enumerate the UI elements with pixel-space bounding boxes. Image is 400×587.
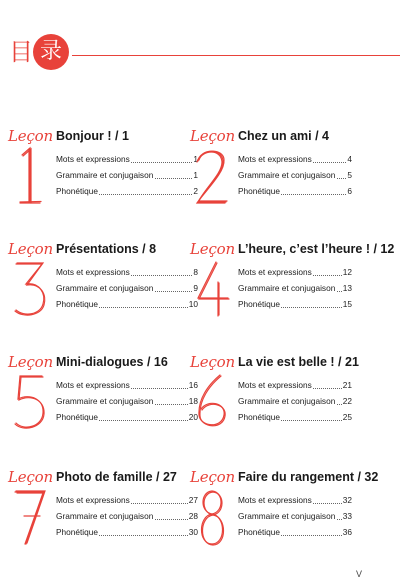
lesson-title[interactable]: Photo de famille / 27 (56, 470, 177, 484)
entry-label: Phonétique (56, 183, 99, 199)
entry-page: 36 (342, 524, 352, 540)
lesson-entries (238, 264, 352, 312)
entry-page: 28 (188, 508, 198, 524)
page-number: V (355, 569, 362, 579)
lesson-5[interactable] (8, 353, 198, 438)
lesson-6[interactable] (190, 353, 359, 438)
lesson-entries (56, 492, 198, 540)
toc-entry[interactable] (56, 393, 198, 409)
lesson-number-1-icon (10, 145, 50, 207)
entry-page: 25 (342, 409, 352, 425)
lesson-number-2-icon (192, 145, 232, 207)
lesson-1[interactable] (8, 127, 198, 212)
entry-page: 16 (188, 377, 198, 393)
toc-entry[interactable] (56, 296, 198, 312)
entry-page: 21 (342, 377, 352, 393)
lesson-title[interactable]: Chez un ami / 4 (238, 129, 329, 143)
entry-label: Grammaire et conjugaison (56, 280, 154, 296)
toc-entry[interactable] (56, 151, 198, 167)
entry-page: 1 (192, 167, 198, 183)
entry-label: Mots et expressions (56, 377, 131, 393)
toc-entry[interactable] (238, 296, 352, 312)
lesson-entries (238, 377, 352, 425)
toc-entry[interactable] (238, 264, 352, 280)
lesson-3[interactable] (8, 240, 198, 325)
lecon-label: Leçon (8, 468, 53, 486)
toc-entry[interactable] (56, 377, 198, 393)
lesson-title[interactable]: Présentations / 8 (56, 242, 157, 256)
entry-page: 32 (342, 492, 352, 508)
lesson-title[interactable]: Faire du rangement / 32 (238, 470, 379, 484)
lesson-number-8-icon (192, 486, 232, 548)
entry-label: Mots et expressions (238, 492, 313, 508)
entry-page: 13 (342, 280, 352, 296)
entry-label: Phonétique (238, 409, 281, 425)
page-title-part2: 录 (39, 39, 62, 64)
page-header (0, 32, 400, 72)
lesson-number-4-icon (192, 258, 232, 320)
toc-entry[interactable] (238, 492, 352, 508)
lesson-entries (56, 151, 198, 199)
lesson-8[interactable] (190, 468, 379, 553)
entry-label: Phonétique (238, 296, 281, 312)
entry-label: Grammaire et conjugaison (238, 508, 336, 524)
toc-entry[interactable] (56, 409, 198, 425)
lesson-title[interactable]: La vie est belle ! / 21 (238, 355, 359, 369)
page-title-part1: 目 (9, 38, 33, 66)
lesson-title[interactable]: L’heure, c’est l’heure ! / 12 (238, 242, 395, 256)
lesson-entries (238, 492, 352, 540)
lesson-entries (56, 264, 198, 312)
entry-page: 6 (346, 183, 352, 199)
toc-entry[interactable] (56, 508, 198, 524)
entry-page: 15 (342, 296, 352, 312)
entry-label: Grammaire et conjugaison (238, 167, 336, 183)
toc-entry[interactable] (238, 280, 352, 296)
entry-page: 5 (346, 167, 352, 183)
lesson-7[interactable] (8, 468, 198, 553)
lesson-number-3-icon (10, 258, 50, 320)
toc-entry[interactable] (238, 508, 352, 524)
entry-label: Mots et expressions (238, 377, 313, 393)
toc-entry[interactable] (56, 280, 198, 296)
toc-entry[interactable] (238, 393, 352, 409)
toc-entry[interactable] (238, 409, 352, 425)
toc-entry[interactable] (238, 151, 352, 167)
lesson-4[interactable] (190, 240, 395, 325)
entry-page: 10 (188, 296, 198, 312)
entry-label: Mots et expressions (238, 264, 313, 280)
lesson-number-5-icon (10, 371, 50, 433)
toc-entry[interactable] (238, 377, 352, 393)
entry-page: 18 (188, 393, 198, 409)
toc-entry[interactable] (238, 524, 352, 540)
entry-label: Phonétique (56, 296, 99, 312)
lecon-label: Leçon (8, 240, 53, 258)
entry-page: 12 (342, 264, 352, 280)
toc-entry[interactable] (238, 167, 352, 183)
toc-entry[interactable] (238, 183, 352, 199)
entry-label: Phonétique (238, 183, 281, 199)
lesson-2[interactable] (190, 127, 352, 212)
lecon-label: Leçon (8, 127, 53, 145)
entry-label: Phonétique (56, 409, 99, 425)
entry-page: 8 (192, 264, 198, 280)
entry-label: Mots et expressions (56, 492, 131, 508)
lecon-label: Leçon (190, 127, 235, 145)
lesson-title[interactable]: Mini-dialogues / 16 (56, 355, 168, 369)
entry-label: Mots et expressions (56, 264, 131, 280)
lesson-title[interactable]: Bonjour ! / 1 (56, 129, 129, 143)
entry-label: Mots et expressions (56, 151, 131, 167)
toc-entry[interactable] (56, 183, 198, 199)
toc-entry[interactable] (56, 264, 198, 280)
lecon-label: Leçon (190, 240, 235, 258)
entry-page: 22 (342, 393, 352, 409)
header-divider (72, 55, 400, 56)
entry-label: Phonétique (56, 524, 99, 540)
entry-page: 9 (192, 280, 198, 296)
toc-entry[interactable] (56, 167, 198, 183)
entry-label: Grammaire et conjugaison (56, 167, 154, 183)
lecon-label: Leçon (8, 353, 53, 371)
entry-label: Phonétique (238, 524, 281, 540)
entry-page: 27 (188, 492, 198, 508)
lesson-entries (56, 377, 198, 425)
lecon-label: Leçon (190, 468, 235, 486)
entry-page: 1 (192, 151, 198, 167)
entry-page: 4 (346, 151, 352, 167)
entry-label: Grammaire et conjugaison (238, 280, 336, 296)
toc-entry[interactable] (56, 492, 198, 508)
entry-page: 20 (188, 409, 198, 425)
title-circle (33, 34, 69, 70)
entry-label: Grammaire et conjugaison (56, 393, 154, 409)
lesson-entries (238, 151, 352, 199)
lesson-number-6-icon (192, 371, 232, 433)
entry-page: 30 (188, 524, 198, 540)
toc-entry[interactable] (56, 524, 198, 540)
entry-page: 2 (192, 183, 198, 199)
lecon-label: Leçon (190, 353, 235, 371)
lesson-number-7-icon (10, 486, 50, 548)
entry-label: Grammaire et conjugaison (238, 393, 336, 409)
entry-page: 33 (342, 508, 352, 524)
entry-label: Mots et expressions (238, 151, 313, 167)
entry-label: Grammaire et conjugaison (56, 508, 154, 524)
